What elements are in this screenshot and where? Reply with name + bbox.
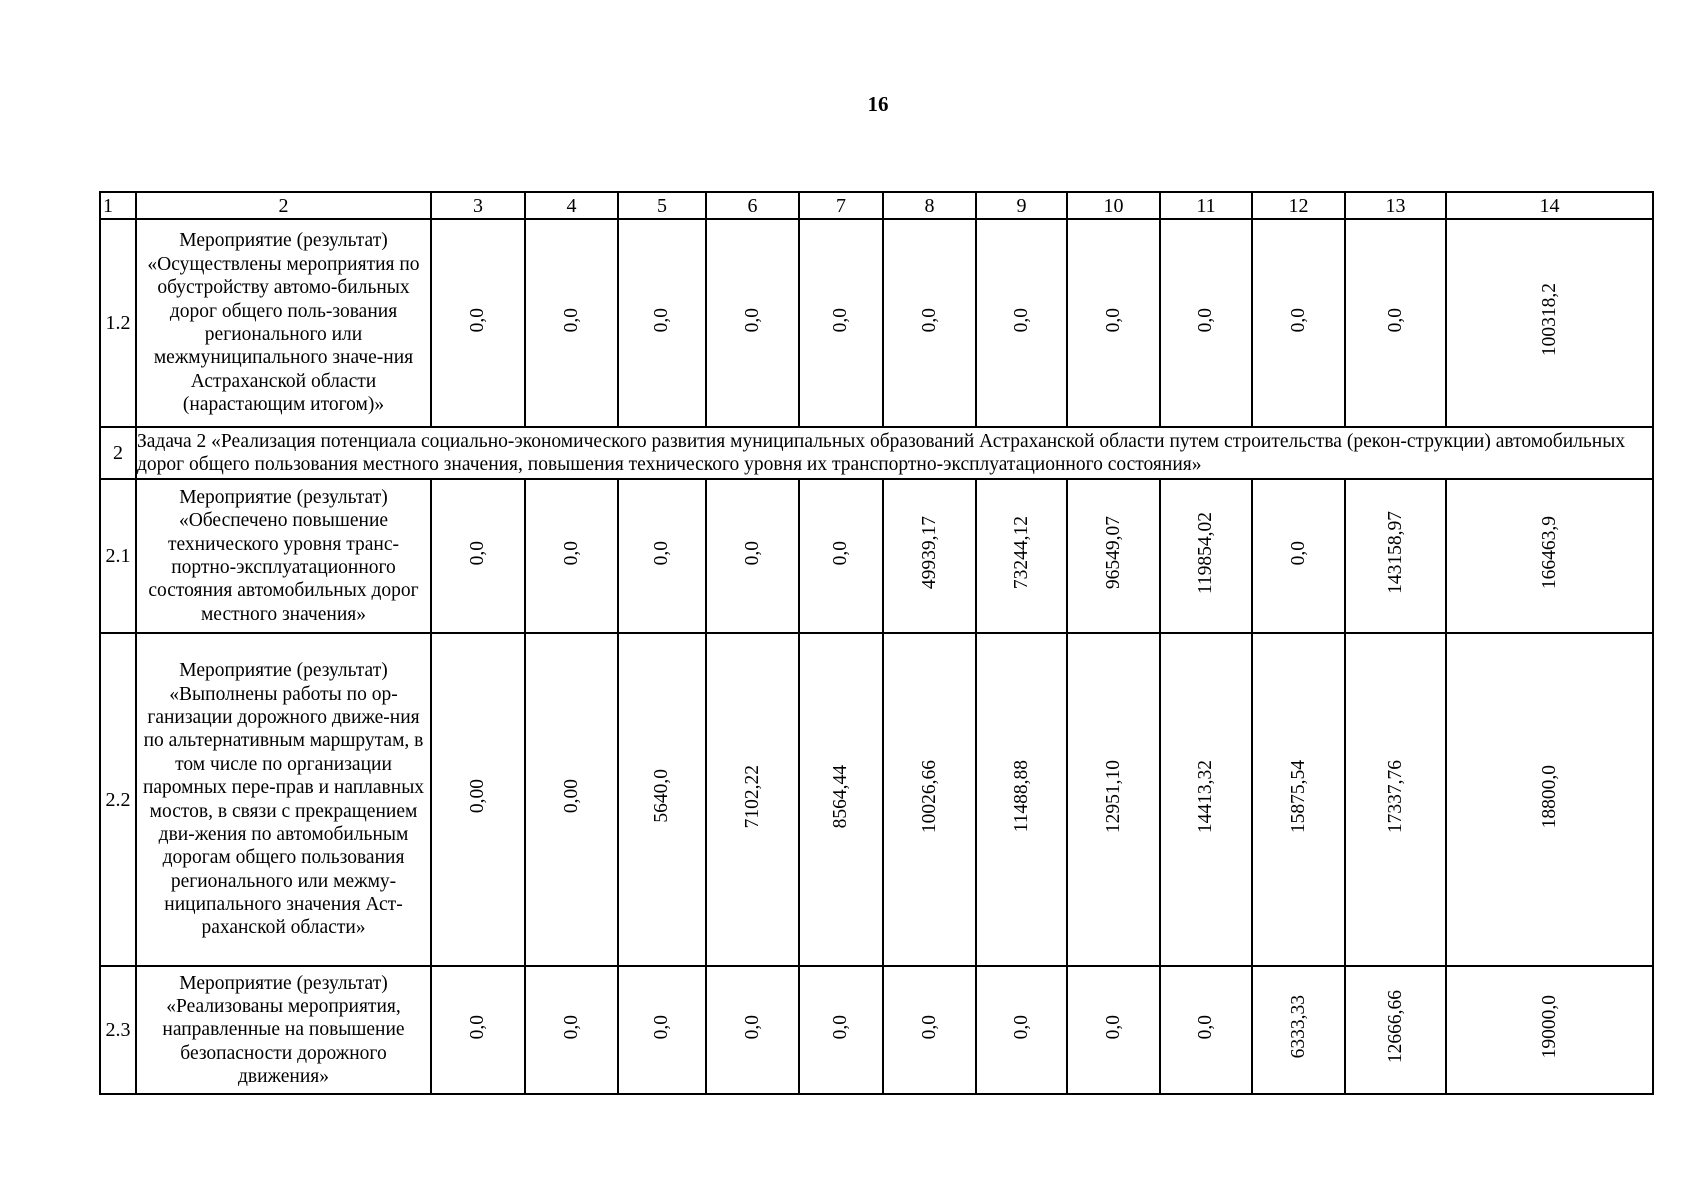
column-header: 9 — [976, 192, 1067, 219]
value-cell: 0,0 — [1252, 219, 1345, 427]
value-cell: 0,0 — [618, 966, 706, 1094]
value-cell: 100318,2 — [1446, 219, 1653, 427]
value-cell: 0,0 — [431, 479, 525, 633]
value-cell: 0,0 — [799, 479, 883, 633]
column-header: 13 — [1345, 192, 1446, 219]
column-header: 7 — [799, 192, 883, 219]
value-cell: 0,0 — [1160, 219, 1252, 427]
table-row — [100, 479, 1653, 633]
value-cell: 96549,07 — [1067, 479, 1160, 633]
value-cell: 0,0 — [1252, 479, 1345, 633]
value-cell: 12951,10 — [1067, 633, 1160, 966]
row-description: Мероприятие (результат) «Выполнены работы по ор-ганизации дорожного движе-ния по альтернативным маршрутам, в том числе по организации паромных пере-прав и наплавных мостов, в связи с прекращением дви-жения по автомобильным дорогам общего пользования регионального или межму-ниципального значения Аст-раханской области» — [136, 633, 431, 966]
value-cell: 166463,9 — [1446, 479, 1653, 633]
table-row — [100, 966, 1653, 1094]
column-header: 6 — [706, 192, 799, 219]
column-header: 8 — [883, 192, 976, 219]
value-cell: 49939,17 — [883, 479, 976, 633]
value-cell: 5640,0 — [618, 633, 706, 966]
value-cell: 10026,66 — [883, 633, 976, 966]
indicators-table — [99, 191, 1654, 1095]
value-cell: 119854,02 — [1160, 479, 1252, 633]
value-cell: 12666,66 — [1345, 966, 1446, 1094]
row-number: 2.1 — [100, 479, 136, 633]
value-cell: 15875,54 — [1252, 633, 1345, 966]
table-row-task — [100, 427, 1653, 479]
value-cell: 0,0 — [976, 966, 1067, 1094]
value-cell: 0,0 — [1160, 966, 1252, 1094]
column-header: 11 — [1160, 192, 1252, 219]
value-cell: 14413,32 — [1160, 633, 1252, 966]
row-number: 1.2 — [100, 219, 136, 427]
value-cell: 0,0 — [618, 479, 706, 633]
value-cell: 0,0 — [706, 966, 799, 1094]
value-cell: 11488,88 — [976, 633, 1067, 966]
value-cell: 143158,97 — [1345, 479, 1446, 633]
row-number: 2 — [100, 427, 136, 479]
table-row — [100, 219, 1653, 427]
column-header: 3 — [431, 192, 525, 219]
row-number: 2.3 — [100, 966, 136, 1094]
value-cell: 0,0 — [431, 219, 525, 427]
table-row — [100, 633, 1653, 966]
value-cell: 73244,12 — [976, 479, 1067, 633]
value-cell: 0,00 — [431, 633, 525, 966]
value-cell: 0,0 — [431, 966, 525, 1094]
column-header: 2 — [136, 192, 431, 219]
value-cell: 0,0 — [525, 966, 618, 1094]
value-cell: 0,0 — [1067, 966, 1160, 1094]
row-description: Мероприятие (результат) «Реализованы мероприятия, направленные на повышение безопасности дорожного движения» — [136, 966, 431, 1094]
value-cell: 0,0 — [706, 219, 799, 427]
value-cell: 0,0 — [976, 219, 1067, 427]
page-number: 16 — [867, 92, 889, 116]
value-cell: 0,0 — [1067, 219, 1160, 427]
value-cell: 0,0 — [883, 966, 976, 1094]
value-cell: 0,00 — [525, 633, 618, 966]
value-cell: 0,0 — [706, 479, 799, 633]
column-header: 4 — [525, 192, 618, 219]
value-cell: 8564,44 — [799, 633, 883, 966]
value-cell: 17337,76 — [1345, 633, 1446, 966]
value-cell: 0,0 — [525, 479, 618, 633]
row-description: Мероприятие (результат) «Осуществлены мероприятия по обустройству автомо-бильных дорог общего поль-зования регионального или межмуниципального значе-ния Астраханской области (нарастающим итогом)» — [136, 219, 431, 427]
value-cell: 6333,33 — [1252, 966, 1345, 1094]
value-cell: 0,0 — [883, 219, 976, 427]
value-cell: 0,0 — [618, 219, 706, 427]
value-cell: 19000,0 — [1446, 966, 1653, 1094]
task-description: Задача 2 «Реализация потенциала социально-экономического развития муниципальных образований Астраханской области путем строительства (рекон-струкции) автомобильных дорог общего пользования местного значения, повышения технического уровня их транспортно-эксплуатационного состояния» — [136, 427, 1653, 479]
column-header: 5 — [618, 192, 706, 219]
column-header: 14 — [1446, 192, 1653, 219]
value-cell: 18800,0 — [1446, 633, 1653, 966]
value-cell: 0,0 — [525, 219, 618, 427]
value-cell: 0,0 — [799, 219, 883, 427]
column-header: 10 — [1067, 192, 1160, 219]
column-header: 1 — [100, 192, 136, 219]
row-description: Мероприятие (результат) «Обеспечено повышение технического уровня транс-портно-эксплуатационного состояния автомобильных дорог местного значения» — [136, 479, 431, 633]
value-cell: 0,0 — [799, 966, 883, 1094]
table-header-row — [100, 192, 1653, 219]
row-number: 2.2 — [100, 633, 136, 966]
value-cell: 7102,22 — [706, 633, 799, 966]
column-header: 12 — [1252, 192, 1345, 219]
value-cell: 0,0 — [1345, 219, 1446, 427]
